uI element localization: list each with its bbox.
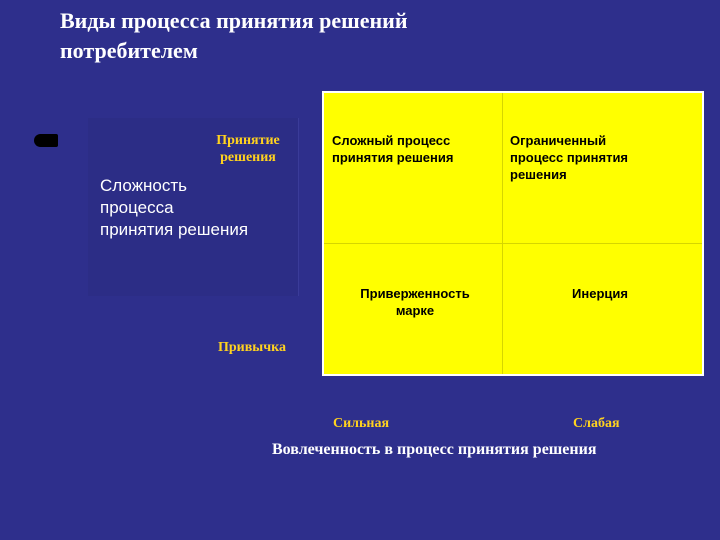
bullet-marker-icon: [34, 134, 58, 147]
y-axis-top-label: [200, 133, 296, 167]
matrix-cell-complex-decision: [332, 133, 498, 167]
y-axis-bottom-label: Привычка: [218, 340, 286, 355]
matrix-cell-inertia: Инерция: [572, 286, 628, 301]
x-axis-left-label: Сильная: [333, 416, 390, 431]
matrix-cell-brand-loyalty: [332, 286, 498, 320]
matrix-cell-limited-decision-line-3: решения: [510, 166, 567, 182]
slide-title-line-1: Виды процесса принятия решений: [60, 8, 408, 33]
matrix-cell-brand-loyalty-line-2: марке: [395, 302, 435, 318]
decision-matrix: [322, 91, 704, 376]
matrix-horizontal-divider: [324, 243, 702, 244]
matrix-cell-limited-decision-line-2: процесс принятия: [510, 149, 629, 165]
matrix-cell-limited-decision: [510, 133, 690, 184]
y-axis-title: [100, 175, 296, 241]
y-axis-top-label-line-2: решения: [220, 149, 276, 165]
matrix-cell-complex-decision-line-2: принятия решения: [332, 149, 454, 165]
slide-title: [60, 6, 620, 66]
matrix-vertical-divider: [502, 93, 503, 374]
y-axis-title-line-2: процесса: [100, 198, 174, 218]
matrix-cell-brand-loyalty-line-1: Приверженность: [360, 286, 470, 301]
y-axis-top-label-line-1: Принятие: [216, 133, 280, 148]
slide-title-line-2: потребителем: [60, 37, 198, 63]
y-axis-title-line-3: принятия решения: [100, 220, 249, 240]
matrix-cell-limited-decision-line-1: Ограниченный: [510, 133, 607, 148]
x-axis-right-label: Слабая: [573, 416, 620, 431]
y-axis-title-line-1: Сложность: [100, 176, 188, 195]
x-axis-title: Вовлеченность в процесс принятия решения: [272, 441, 597, 458]
matrix-cell-complex-decision-line-1: Сложный процесс: [332, 133, 451, 148]
